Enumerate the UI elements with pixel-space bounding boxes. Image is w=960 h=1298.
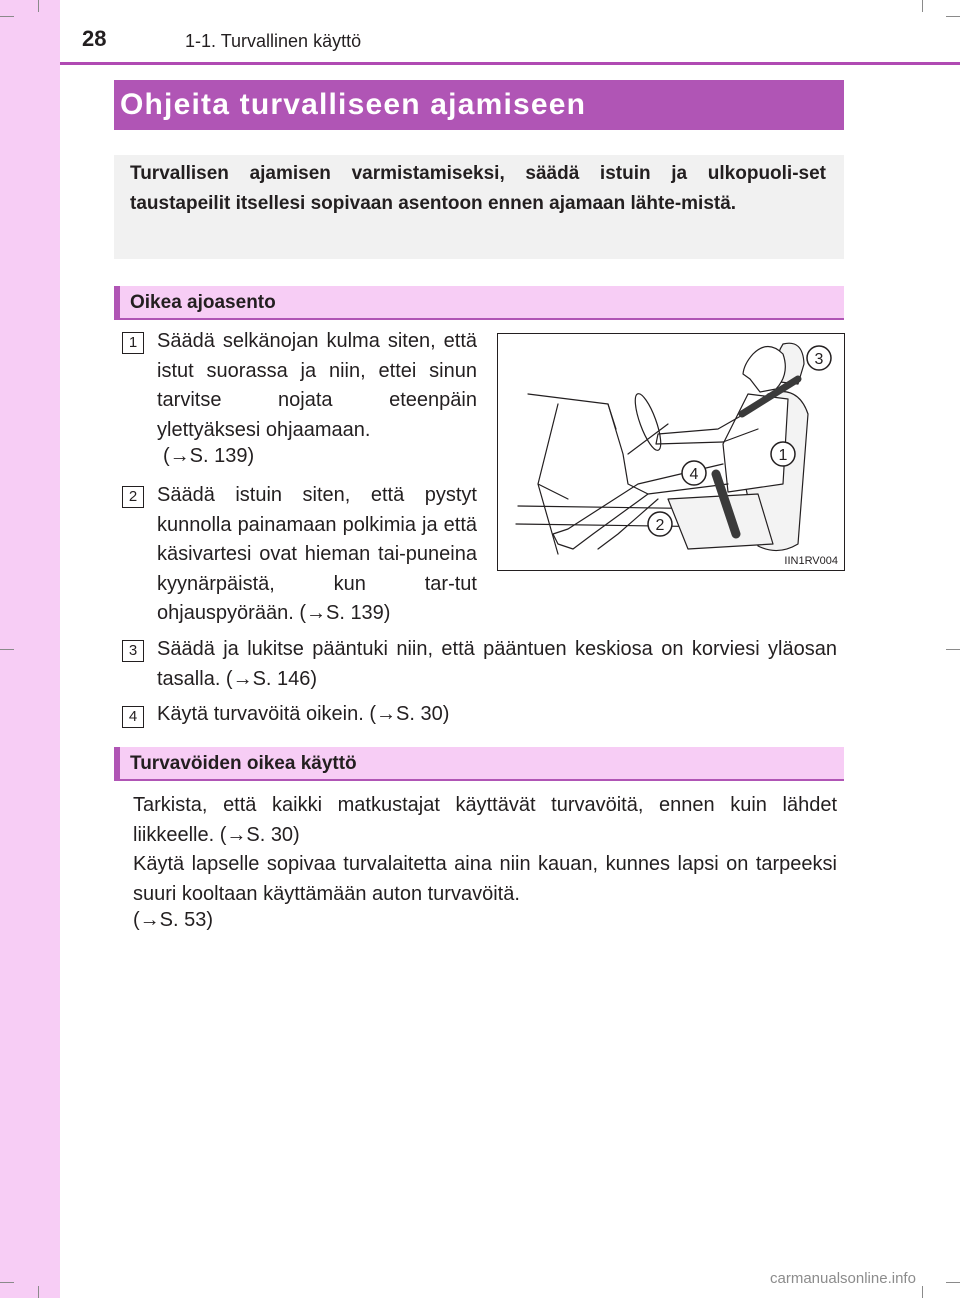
callout-4-label: 4: [689, 466, 699, 483]
seatbelt-ref: (→S. 53): [133, 909, 214, 931]
item-number-2: 2: [122, 486, 144, 508]
section-heading-label: Oikea ajoasento: [130, 292, 276, 313]
watermark: carmanualsonline.info: [770, 1270, 916, 1287]
figure-code: IIN1RV004: [784, 555, 838, 567]
crop-mark: [0, 1282, 14, 1283]
crop-mark: [946, 649, 960, 650]
item-number-1: 1: [122, 332, 144, 354]
section-accent: [114, 747, 120, 781]
section-heading-seatbelts: [114, 747, 844, 781]
section-heading-label: Turvavöiden oikea käyttö: [130, 753, 357, 774]
item-ref-1: (→S. 139): [163, 445, 255, 467]
crop-mark: [38, 0, 39, 12]
crop-mark: [922, 1286, 923, 1298]
section-accent: [114, 286, 120, 320]
item-text-3: Säädä ja lukitse pääntuki niin, että pääntuen keskiosa on korviesi yläosan tasalla. (→S. 146): [157, 638, 837, 690]
callout-3-label: 3: [814, 351, 824, 368]
page-title: Ohjeita turvalliseen ajamiseen: [120, 88, 587, 121]
seatbelt-paragraph-2: Käytä lapselle sopivaa turvalaitetta aina niin kauan, kunnes lapsi on tarpeeksi suuri kooltaan käyttämään auton turvavöitä.: [133, 853, 837, 905]
running-header: 1-1. Turvallinen käyttö: [185, 31, 362, 51]
item-number-3: 3: [122, 640, 144, 662]
section-heading-driving-position: [114, 286, 844, 320]
item-text-4: Käytä turvavöitä oikein. (→S. 30): [157, 703, 450, 725]
item-text-1: Säädä selkänojan kulma siten, että istut suorassa ja niin, ettei sinun tarvitse nojata eteenpäin ylettyäksesi ohjaamaan.: [157, 330, 477, 441]
seatbelt-paragraph-1: Tarkista, että kaikki matkustajat käyttävät turvavöitä, ennen kuin lähdet liikkeelle. (→S. 30): [133, 794, 837, 846]
header-rule: [60, 62, 960, 65]
callout-1-label: 1: [778, 447, 788, 464]
crop-mark: [946, 16, 960, 17]
intro-box: [114, 155, 844, 259]
crop-mark: [38, 1286, 39, 1298]
driving-position-illustration: [497, 333, 845, 571]
callout-2-label: 2: [655, 517, 665, 534]
intro-text: Turvallisen ajamisen varmistamiseksi, säädä istuin ja ulkopuoli-set taustapeilit itsellesi sopivaan asentoon ennen ajamaan lähte-mistä.: [130, 163, 826, 214]
crop-mark: [922, 0, 923, 12]
crop-mark: [0, 16, 14, 17]
page-title-bar: [114, 80, 844, 130]
crop-mark: [946, 1282, 960, 1283]
item-number-4: 4: [122, 706, 144, 728]
driver-seat-drawing: [498, 334, 844, 570]
crop-mark: [0, 649, 14, 650]
item-text-2: Säädä istuin siten, että pystyt kunnolla painamaan polkimia ja että käsivartesi ovat hieman tai-puneina kyynärpäistä, kun tar-tut ohjauspyörään. (→S. 139): [157, 484, 477, 624]
page-number: 28: [82, 26, 107, 51]
